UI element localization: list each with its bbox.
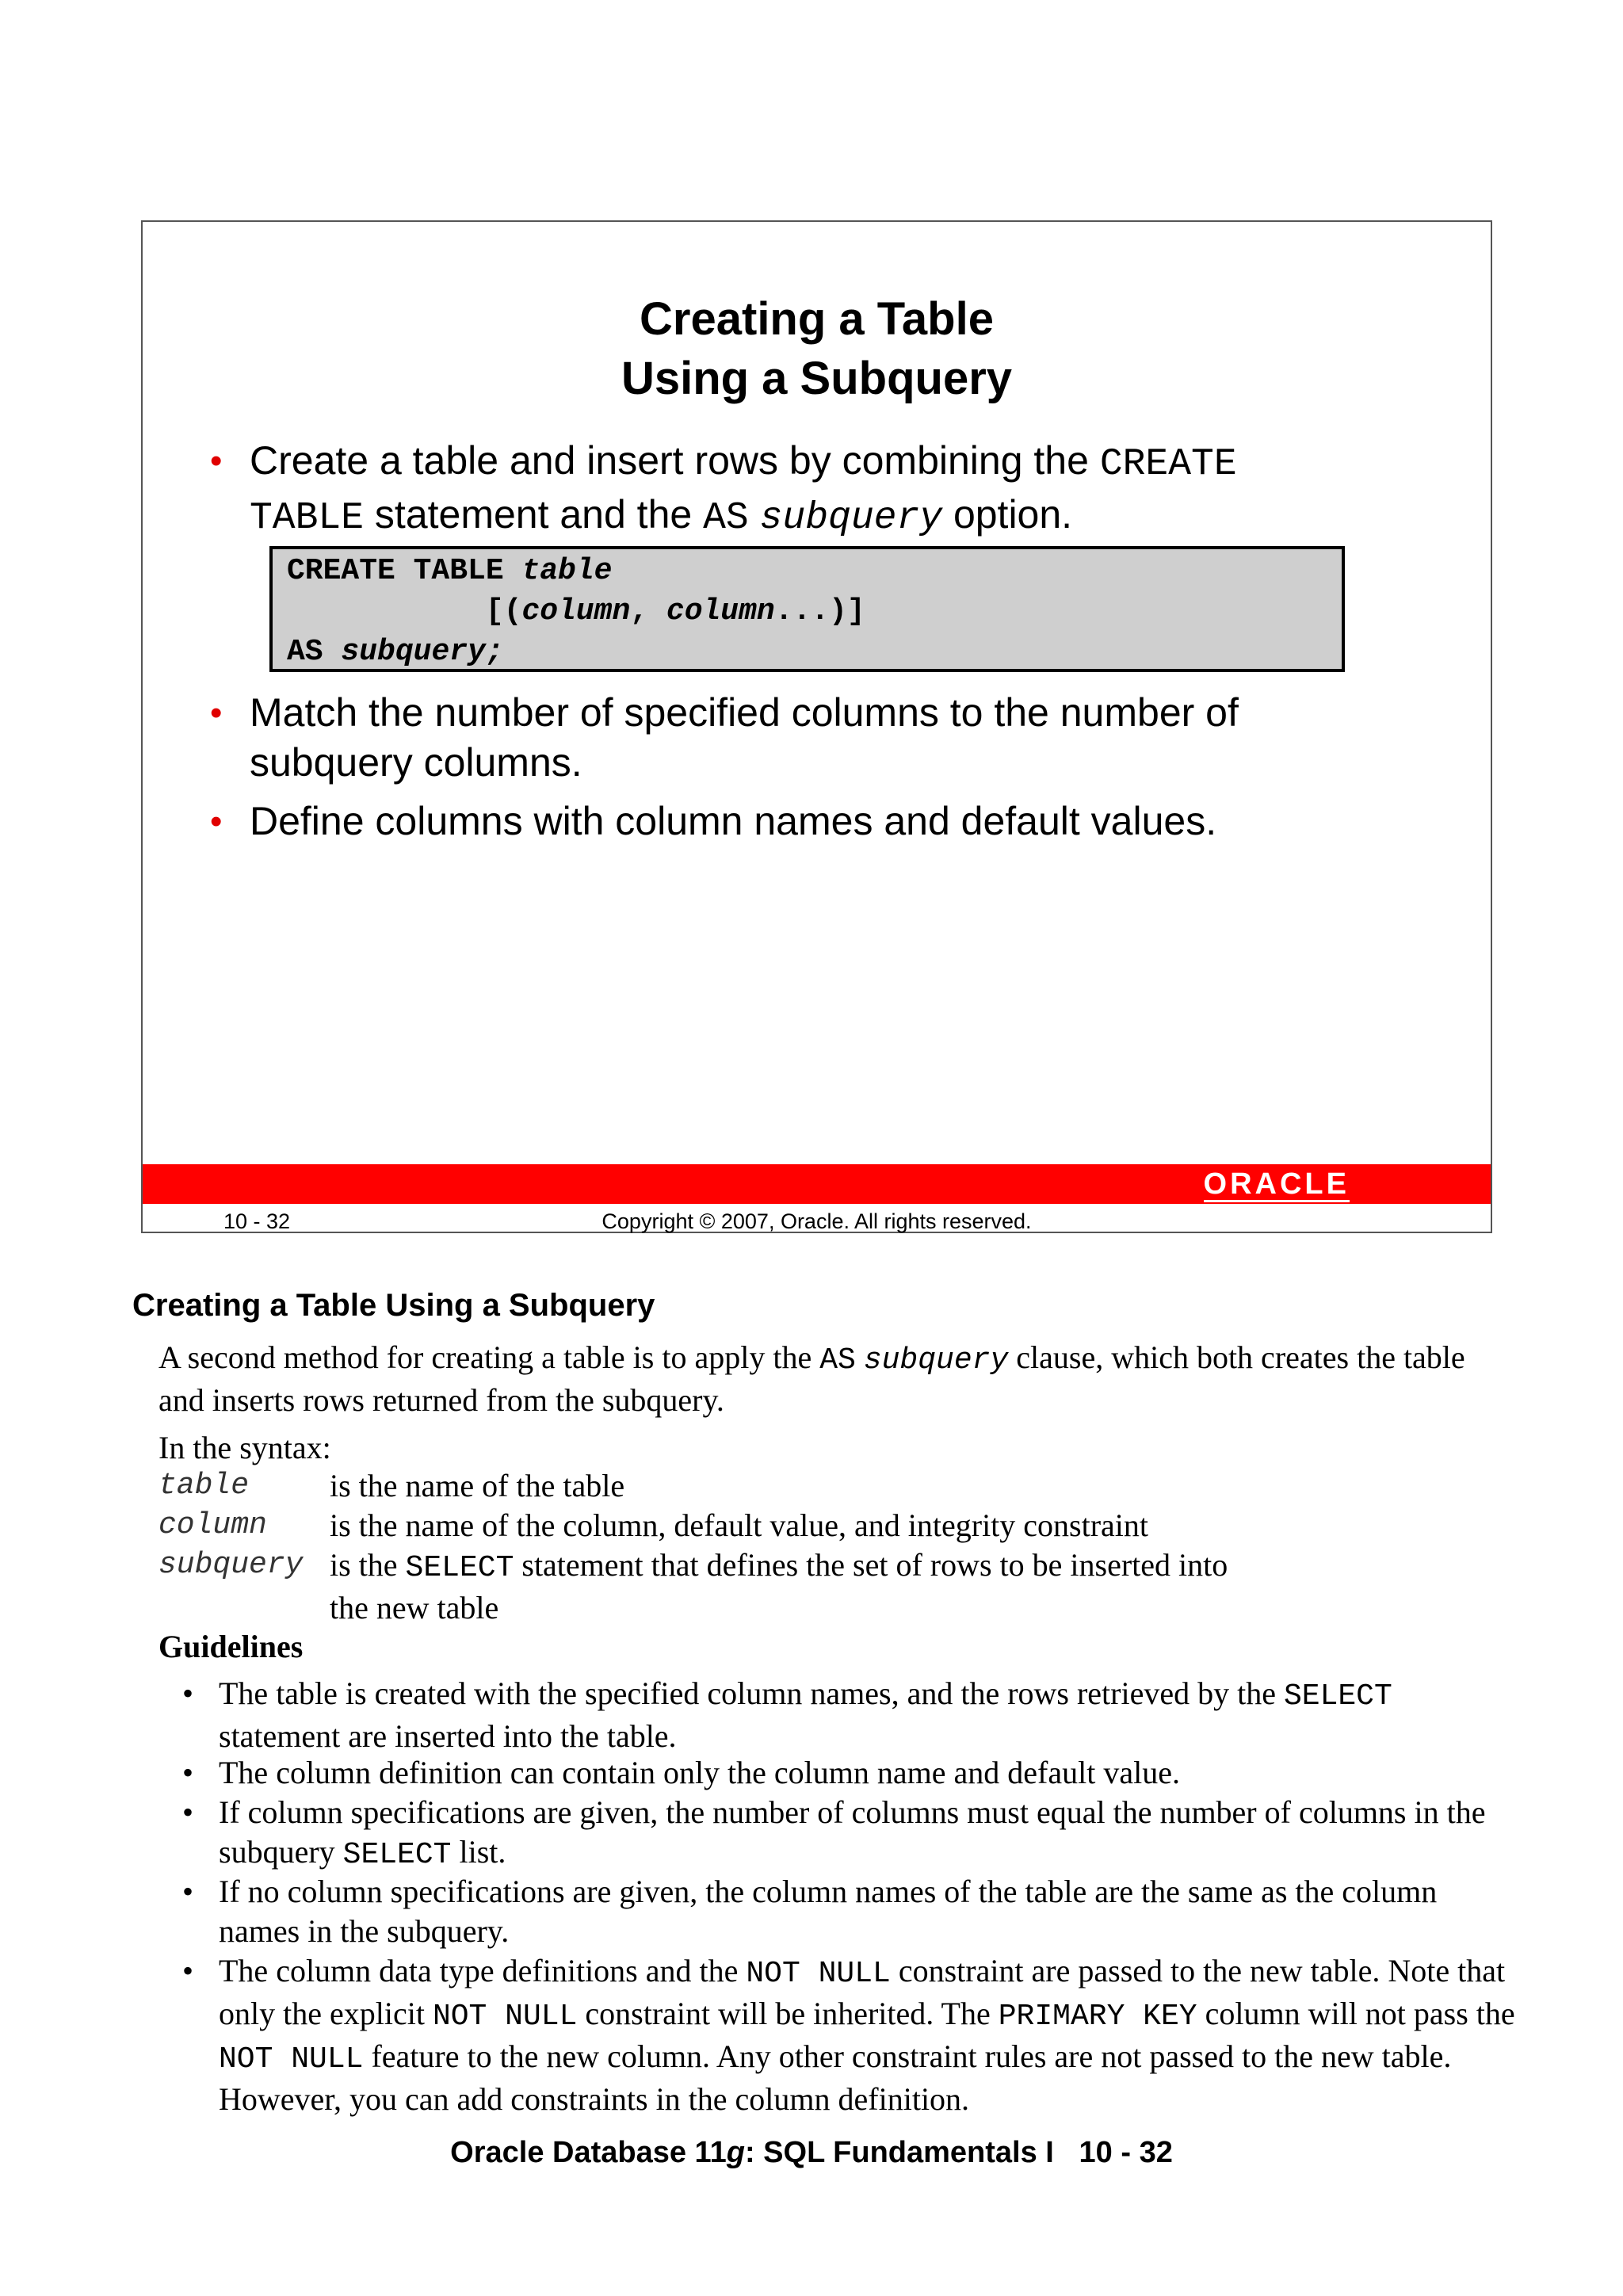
bullet-dot-icon: •	[182, 1874, 194, 1909]
def-desc-table: is the name of the table	[330, 1468, 625, 1503]
bullet-dot-icon: •	[182, 1675, 194, 1711]
slide-title: Creating a Table Using a Subquery	[621, 293, 1013, 404]
syntax-label: In the syntax:	[158, 1430, 331, 1465]
def-term-table: table	[158, 1469, 250, 1503]
def-term-column: column	[158, 1508, 267, 1542]
slide-copyright: Copyright © 2007, Oracle. All rights reserved.	[601, 1209, 1032, 1233]
oracle-logo: ORACLE	[1203, 1167, 1350, 1201]
bullet-dot-icon: •	[182, 1953, 194, 1988]
guideline-item: • The column data type definitions and the NOT NULL constraint are passed to the new table. Note that only the explicit NOT NULL constraint will be inherited. The PRIMARY KEY column will not pass the NOT NULL feature to the new column. Any other constraint rules are not passed to the new table. However, you can add constraints in the column definition.	[182, 1953, 1515, 2117]
guideline-item: • The column definition can contain only the column name and default value.	[219, 1753, 1518, 1793]
guidelines-heading: Guidelines	[158, 1629, 304, 1664]
bullet-dot-icon: •	[210, 441, 223, 480]
slide-bullet-3: • Define columns with column names and default values.	[250, 797, 1359, 846]
def-desc-column: is the name of the column, default value, and integrity constraint	[330, 1507, 1149, 1543]
notes-heading: Creating a Table Using a Subquery	[132, 1288, 655, 1323]
guideline-item: • The table is created with the specified column names, and the rows retrieved by the SELECT statement are inserted into the table.	[182, 1675, 1392, 1754]
bullet-dot-icon: •	[210, 693, 223, 732]
page-footer: Oracle Database 11g: SQL Fundamentals I 10 - 32	[450, 2136, 1173, 2169]
slide-bullet-2: • Match the number of specified columns to the number of subquery columns.	[250, 688, 1327, 788]
bullet-dot-icon: •	[210, 802, 223, 841]
slide-bullet-1: • Create a table and insert rows by combining the CREATE TABLE statement and the AS subquery option.	[250, 436, 1359, 544]
def-desc-subquery: is the SELECT statement that defines the set of rows to be inserted into the new table	[330, 1547, 1228, 1626]
slide-page-number: 10 - 32	[223, 1209, 291, 1233]
bullet-dot-icon: •	[182, 1755, 194, 1790]
slide-frame	[141, 220, 1492, 1233]
def-term-subquery: subquery	[158, 1548, 304, 1582]
guideline-item: • If no column specifications are given, the column names of the table are the same as the column names in the subquery.	[182, 1874, 1438, 1949]
guideline-item: • If column specifications are given, the number of columns must equal the number of columns in the subquery SELECT list.	[182, 1794, 1486, 1872]
syntax-code-box: CREATE TABLE table [(column, column...)] AS subquery;	[269, 546, 1345, 672]
notes-intro: A second method for creating a table is to apply the AS subquery clause, which both creates the table and inserts rows returned from the subquery.	[158, 1339, 1465, 1418]
bullet-dot-icon: •	[182, 1794, 194, 1830]
